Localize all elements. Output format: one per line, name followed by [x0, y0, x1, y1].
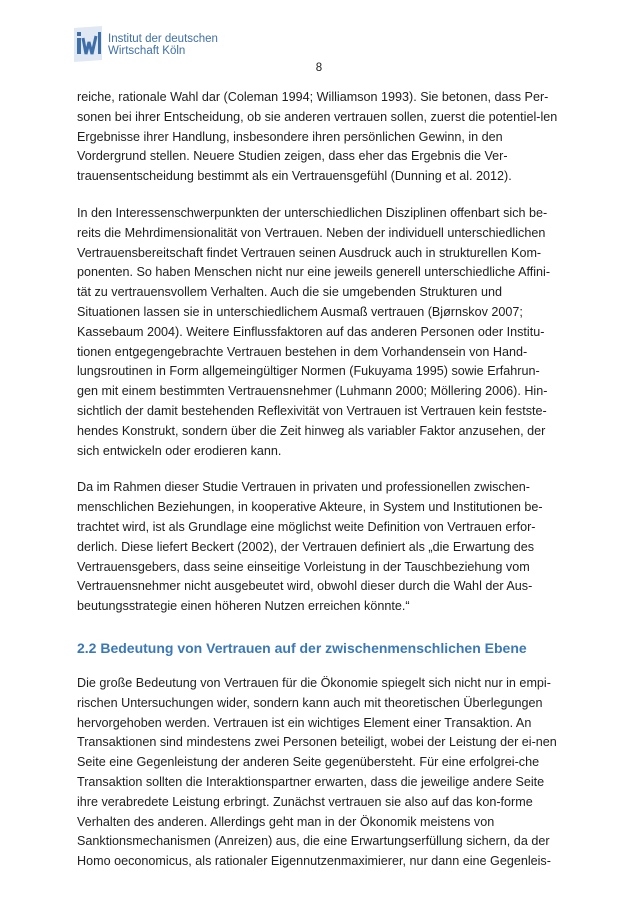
logo-text	[108, 33, 218, 57]
paragraph-3: Da im Rahmen dieser Studie Vertrauen in privaten und professionellen zwischen-menschlichen Beziehungen, in kooperative Akteure, in System und Institutionen be-trachtet wird, ist als Grundlage eine möglichst weite Definition von Vertrauen erfor-derlich. Diese liefert Beckert (2002), der Vertrauen definiert als „die Erwartung des Vertrauensgebers, dass seine einseitige Vorleistung in der Tauschbeziehung vom Vertrauensnehmer nicht ausgebeutet wird, obwohl dieser durch die Wahl der Aus-beutungsstrategie einen höheren Nutzen erreichen könnte.“	[77, 480, 543, 614]
iw-logo-mark-icon	[72, 26, 104, 62]
logo-text-line2: Wirtschaft Köln	[108, 45, 186, 57]
section-heading: 2.2 Bedeutung von Vertrauen auf der zwischenmenschlichen Ebene	[77, 639, 527, 656]
paragraph-2: In den Interessenschwerpunkten der unterschiedlichen Disziplinen offenbart sich be-reits die Mehrdimensionalität von Vertrauen. Neben der individuell unterschiedlichen Vertrauensbereitschaft findet Vertrauen seinen Ausdruck auch in strukturellen Kom-ponenten. So haben Menschen nicht nur eine jeweils generell unterschiedliche Affini-tät zu vertrauensvollem Verhalten. Auch die sie umgebenden Strukturen und Situationen lassen sie in unterschiedlichem Ausmaß vertrauen (Bjørnskov 2007; Kassebaum 2004). Weitere Einflussfaktoren auf das anderen Personen oder Institu-tionen entgegengebrachte Vertrauen bestehen in dem Vorhandensein von Hand-lungsroutinen in Form allgemeingültiger Normen (Fukuyama 1995) sowie Erfahrun-gen mit einem bestimmten Vertrauensnehmer (Luhmann 2000; Möllering 2006). Hin-sichtlich der damit bestehenden Reflexivität von Vertrauen ist Vertrauen kein festste-hendes Konstrukt, sondern über die Zeit hinweg als variabler Faktor anzusehen, der sich entwickeln oder erodieren kann.	[77, 205, 551, 458]
paragraph-1: reiche, rationale Wahl dar (Coleman 1994; Williamson 1993). Sie betonen, dass Per-sonen bei ihrer Entscheidung, ob sie anderen vertrauen sollen, zuerst die potentiel-len Ergebnisse ihrer Handlung, insbesondere ihren persönlichen Gewinn, in den Vordergrund stellen. Neuere Studien zeigen, dass eher das Ergebnis die Ver-trauensentscheidung bestimmt als ein Vertrauensgefühl (Dunning et al. 2012).	[77, 90, 558, 184]
page-number: 8	[315, 62, 323, 74]
document-body	[77, 88, 560, 872]
paragraph-4: Die große Bedeutung von Vertrauen für die Ökonomie spiegelt sich nicht nur in empi-rischen Untersuchungen wider, sondern kann auch mit theoretischen Überlegungen hervorgehoben werden. Vertrauen ist ein wichtiges Element einer Transaktion. An Transaktionen sind mindestens zwei Personen beteiligt, wobei der Leistung der ei-nen Seite eine Gegenleistung der anderen Seite gegenübersteht. Für eine erfolgrei-che Transaktion sollten die Interaktionspartner erwarten, dass die jeweilige andere Seite ihre verabredete Leistung erbringt. Zunächst vertrauen sie also auf das kon-forme Verhalten des anderen. Allerdings geht man in der Ökonomik meistens von Sanktionsmechanismen (Anreizen) aus, die eine Erwartungserfüllung sichern, da der Homo oeconomicus, als rationaler Eigennutzenmaximierer, nur dann eine Gegenleis-	[77, 675, 557, 869]
institute-logo	[72, 26, 222, 62]
logo-text-line1: Institut der deutschen	[108, 33, 218, 45]
